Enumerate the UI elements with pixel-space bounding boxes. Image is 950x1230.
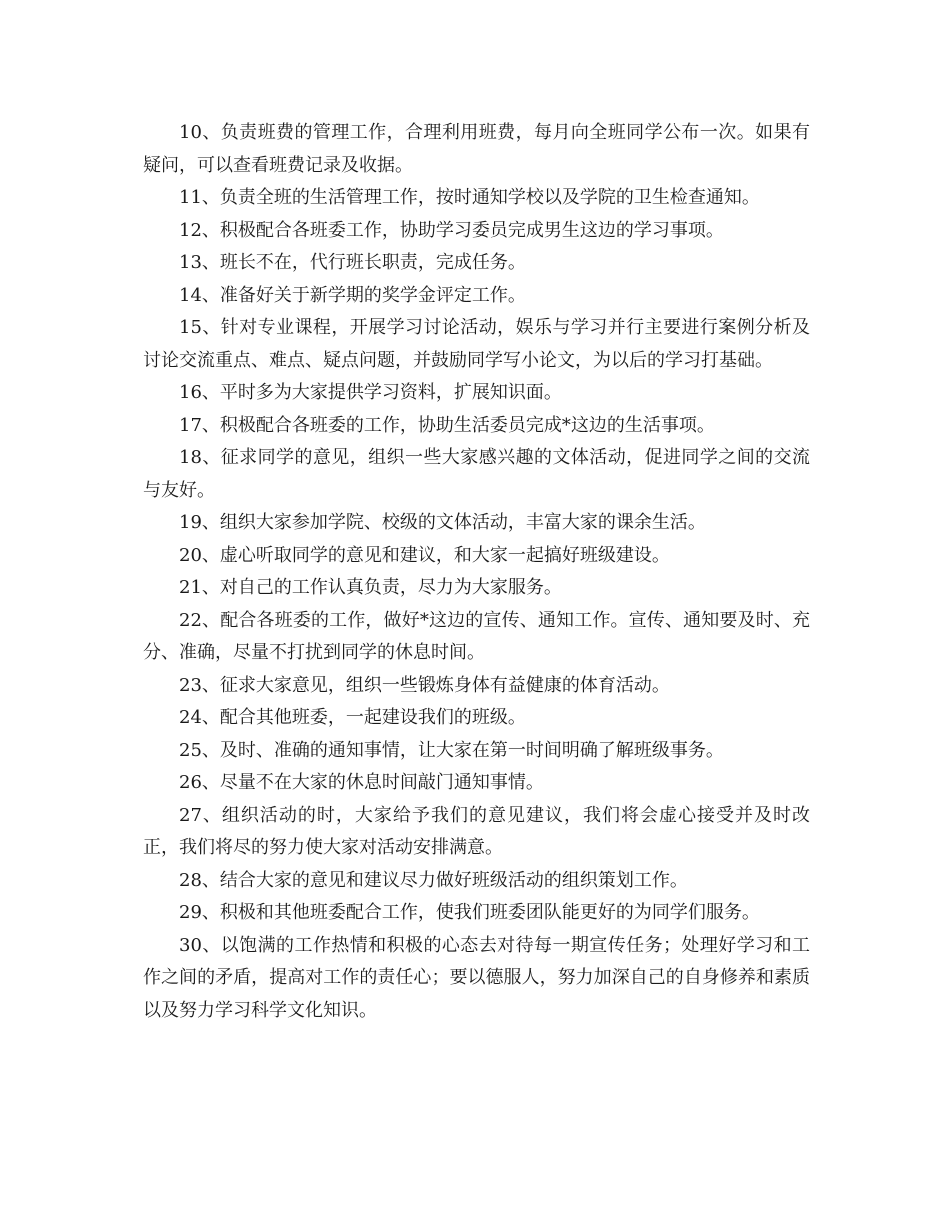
- paragraph-item-22: 22、配合各班委的工作，做好*这边的宣传、通知工作。宣传、通知要及时、充分、准确，尽量不打扰到同学的休息时间。: [143, 609, 810, 663]
- paragraph-item-29: 29、积极和其他班委配合工作，使我们班委团队能更好的为同学们服务。: [179, 902, 760, 923]
- paragraph-item-21: 21、对自己的工作认真负责，尽力为大家服务。: [179, 577, 562, 598]
- paragraph-item-23: 23、征求大家意见，组织一些锻炼身体有益健康的体育活动。: [179, 674, 670, 696]
- paragraph-item-11: 11、负责全班的生活管理工作，按时通知学校以及学院的卫生检查通知。: [179, 187, 760, 208]
- paragraph-item-30: 30、以饱满的工作热情和积极的心态去对待每一期宣传任务；处理好学习和工作之间的矛盾，提高对工作的责任心；要以德服人，努力加深自己的自身修养和素质以及努力学习科学文化知识。: [143, 934, 810, 1021]
- paragraph-item-13: 13、班长不在，代行班长职责，完成任务。: [179, 252, 526, 273]
- paragraph-item-12: 12、积极配合各班委工作，协助学习委员完成男生这边的学习事项。: [179, 219, 724, 241]
- document-body: [143, 117, 810, 1027]
- paragraph-item-28: 28、结合大家的意见和建议尽力做好班级活动的组织策划工作。: [179, 869, 688, 891]
- paragraph-item-16: 16、平时多为大家提供学习资料，扩展知识面。: [179, 382, 562, 403]
- paragraph-item-19: 19、组织大家参加学院、校级的文体活动，丰富大家的课余生活。: [179, 512, 706, 533]
- paragraph-item-26: 26、尽量不在大家的休息时间敲门通知事情。: [179, 772, 544, 793]
- paragraph-item-10: 10、负责班费的管理工作，合理利用班费，每月向全班同学公布一次。如果有疑问，可以查看班费记录及收据。: [143, 122, 810, 176]
- paragraph-item-25: 25、及时、准确的通知事情，让大家在第一时间明确了解班级事务。: [179, 739, 724, 761]
- paragraph-item-27: 27、组织活动的时，大家给予我们的意见建议，我们将会虚心接受并及时改正，我们将尽的努力使大家对活动安排满意。: [143, 804, 810, 858]
- paragraph-item-24: 24、配合其他班委，一起建设我们的班级。: [179, 707, 526, 728]
- paragraph-item-18: 18、征求同学的意见，组织一些大家感兴趣的文体活动，促进同学之间的交流与友好。: [143, 447, 810, 501]
- paragraph-item-20: 20、虚心听取同学的意见和建议，和大家一起搞好班级建设。: [179, 544, 670, 566]
- paragraph-item-17: 17、积极配合各班委的工作，协助生活委员完成*这边的生活事项。: [179, 414, 715, 436]
- paragraph-item-14: 14、准备好关于新学期的奖学金评定工作。: [179, 284, 526, 306]
- paragraph-item-15: 15、针对专业课程，开展学习讨论活动，娱乐与学习并行主要进行案例分析及讨论交流重点、难点、疑点问题，并鼓励同学写小论文，为以后的学习打基础。: [143, 317, 810, 371]
